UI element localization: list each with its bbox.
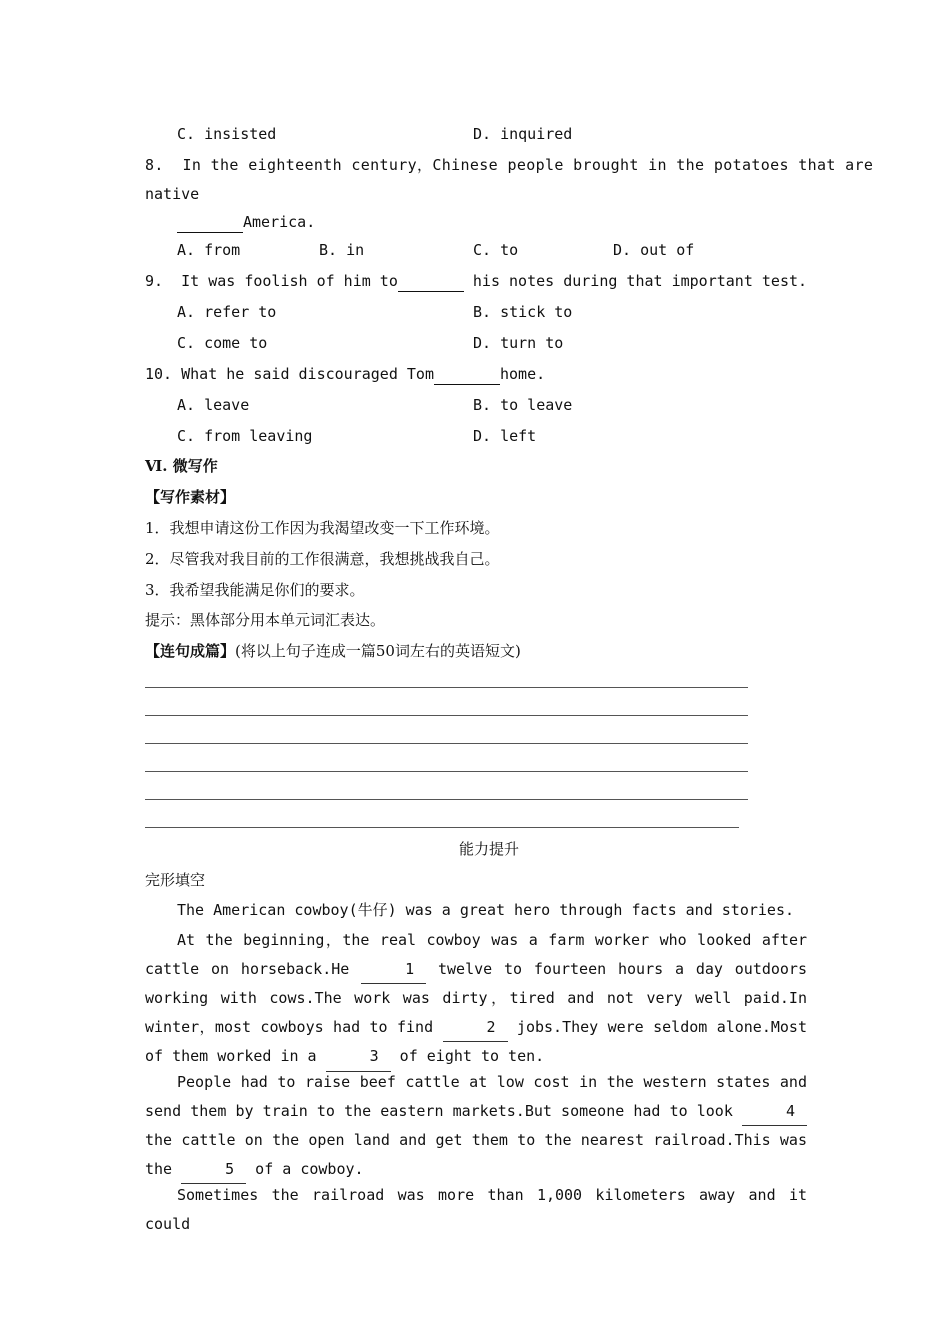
ability-title: 能力提升 — [459, 840, 520, 858]
material-item-3: 3．我希望我能满足你们的要求。 — [145, 581, 365, 599]
writing-line[interactable] — [145, 687, 748, 688]
writing-line[interactable] — [145, 715, 748, 716]
q10-blank — [434, 364, 500, 385]
q8-option-b: B. in — [319, 241, 365, 259]
cloze-paragraph-3: People had to raise beef cattle at low cost in the western states and send them by train to the eastern markets.But someone had to look 4 the cattle on the open land and get them to the nearest railroad.This was the 5 of a cowboy. — [145, 1068, 807, 1184]
material-item-2: 2．尽管我对我目前的工作很满意，我想挑战我自己。 — [145, 550, 500, 568]
cloze-blank-2: 2 — [443, 1013, 508, 1043]
writing-hint: 提示：黑体部分用本单元词汇表达。 — [145, 611, 386, 629]
q8-stem-line1: 8. In the eighteenth century，Chinese people brought in the potatoes that are — [145, 156, 874, 174]
q8-option-c: C. to — [473, 241, 519, 259]
q8-option-d: D. out of — [613, 241, 695, 259]
writing-line[interactable] — [145, 827, 739, 828]
section6-heading: Ⅵ. 微写作 — [145, 457, 218, 475]
cloze-blank-3: 3 — [326, 1042, 391, 1072]
q10-option-d: D. left — [473, 427, 537, 445]
q8-stem-line3: America. — [177, 212, 315, 233]
cloze-paragraph-1: The American cowboy(牛仔) was a great hero through facts and stories. — [177, 901, 794, 919]
q10-option-c: C. from leaving — [177, 427, 313, 445]
cloze-blank-1: 1 — [361, 955, 426, 985]
writing-line[interactable] — [145, 743, 748, 744]
cloze-label: 完形填空 — [145, 871, 206, 889]
q9-option-a: A. refer to — [177, 303, 277, 321]
q9-option-d: D. turn to — [473, 334, 564, 352]
q9-option-c: C. come to — [177, 334, 268, 352]
writing-material-label: 【写作素材】 — [145, 488, 236, 506]
cloze-blank-4: 4 — [742, 1097, 807, 1127]
q8-blank — [177, 212, 243, 233]
q7-option-d: D. inquired — [473, 125, 573, 143]
cloze-paragraph-4: Sometimes the railroad was more than 1,000 kilometers away and it could — [145, 1186, 807, 1233]
material-item-1: 1．我想申请这份工作因为我渴望改变一下工作环境。 — [145, 519, 500, 537]
q7-option-c: C. insisted — [177, 125, 277, 143]
cloze-paragraph-2: At the beginning，the real cowboy was a farm worker who looked after cattle on horseback.He 1 twelve to fourteen hours a day outdoors working with cows.The work was dirty，tired and not very well paid.In winter，most cowboys had to find 2 jobs.They were seldom alone.Most of them worked in a 3 of eight to ten. — [145, 926, 807, 1072]
q10-stem: 10. What he said discouraged Tom home. — [145, 365, 546, 383]
q8-stem-line2: native — [145, 185, 200, 203]
cloze-blank-5: 5 — [181, 1155, 246, 1185]
q9-stem: 9. It was foolish of him to his notes during that important test. — [145, 272, 808, 290]
q10-option-a: A. leave — [177, 396, 250, 414]
q9-option-b: B. stick to — [473, 303, 573, 321]
writing-line[interactable] — [145, 799, 748, 800]
writing-line[interactable] — [145, 771, 748, 772]
q10-option-b: B. to leave — [473, 396, 573, 414]
combine-instruction: 【连句成篇】(将以上句子连成一篇50词左右的英语短文) — [145, 642, 521, 660]
q9-blank — [398, 271, 464, 292]
q8-option-a: A. from — [177, 241, 241, 259]
